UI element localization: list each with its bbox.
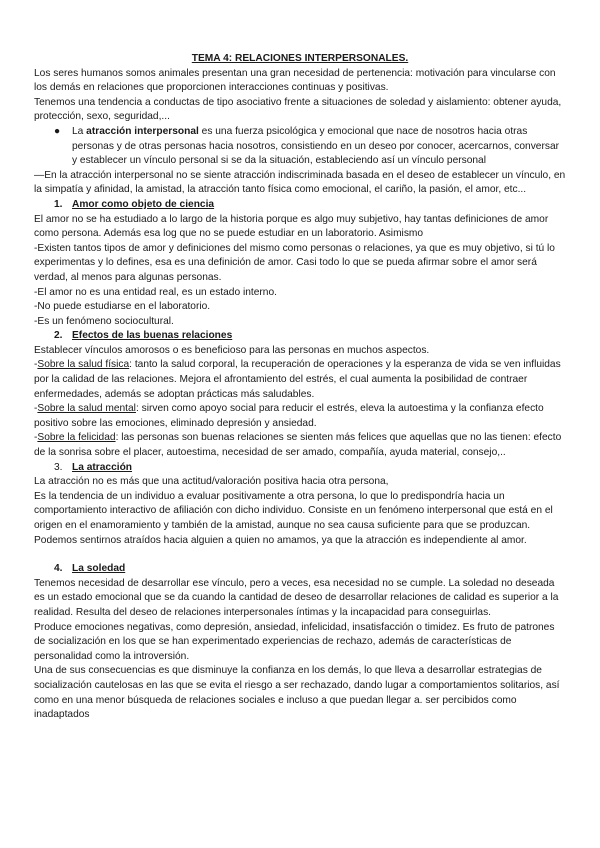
- section-heading-3: [34, 461, 566, 476]
- bullet-term: atracción interpersonal: [86, 125, 199, 137]
- section-number: 2.: [54, 330, 63, 342]
- effect-dash: -: [34, 432, 38, 444]
- effect-item: [34, 402, 566, 431]
- bullet-item: [34, 125, 566, 169]
- effect-label: Sobre la salud física: [37, 359, 130, 371]
- section-point: -El amor no es una entidad real, es un estado interno.: [34, 286, 277, 298]
- effect-label: Sobre la felicidad: [37, 432, 116, 444]
- intro-paragraph: Los seres humanos somos animales presentan una gran necesidad de pertenencia: motivación para vincularse con los demás en relaciones que proporcionen interacciones continuas y positivas.: [34, 67, 556, 94]
- section-heading-1: [34, 198, 566, 213]
- effect-dash: -: [34, 359, 38, 371]
- note-paragraph: —En la atracción interpersonal no se siente atracción indiscriminada basada en el deseo de establecer un vínculo, en la simpatía y afinidad, la amistad, la atracción tanto física como emocional, el cariño, la pasión, el amor, etc...: [34, 169, 566, 196]
- section-point: -Es un fenómeno sociocultural.: [34, 315, 174, 327]
- intro-paragraph: Tenemos una tendencia a conductas de tipo asociativo frente a situaciones de soledad y aislamiento: obtener ayuda, protección, sexo, seguridad,...: [34, 96, 562, 123]
- section-title: Efectos de las buenas relaciones: [72, 330, 233, 342]
- section-paragraph: Una de sus consecuencias es que disminuye la confianza en los demás, lo que lleva a desarrollar estrategias de socialización cautelosas en las que se evita el riesgo a ser rechazado, dando lugar a comportamientos solitarios, así como en una menor búsqueda de relaciones sociales e incluso a que puedan llegar a. ser percibidos como inadaptados: [34, 665, 560, 721]
- section-paragraph: Produce emociones negativas, como depresión, ansiedad, infelicidad, insatisfacción o timidez. Es fruto de patrones de socialización en los que se han experimentado experiencias de rechazo, además de características de personalidad como la introversión.: [34, 621, 555, 662]
- document-body: [34, 52, 566, 723]
- effect-dash: -: [34, 403, 38, 415]
- section-point: -No puede estudiarse en el laboratorio.: [34, 301, 211, 313]
- bullet-text: es una fuerza psicológica y emocional que nace de nosotros hacia otras personas y de otras personas hacia nosotros, consistiendo en un deseo por conocer, acercarnos, conversar y establecer un vínculo personal si se da la situación, estableciendo así un vínculo personal: [72, 125, 560, 167]
- section-heading-4: [34, 562, 566, 577]
- section-paragraph: Establecer vínculos amorosos o es beneficioso para las personas en muchos aspectos.: [34, 344, 430, 356]
- effect-text: : sirven como apoyo social para reducir el estrés, eleva la autoestima y la confianza efecto positivo sobre las emociones, eliminado depresión y ansiedad.: [34, 403, 544, 429]
- section-paragraph: La atracción no es más que una actitud/valoración positiva hacia otra persona,: [34, 476, 389, 488]
- effect-label: Sobre la salud mental: [37, 403, 136, 415]
- section-title: La atracción: [72, 461, 133, 473]
- section-number: 4.: [54, 563, 63, 575]
- section-paragraph: Es la tendencia de un individuo a evaluar positivamente a otra persona, lo que lo predispondría hacia un comportamiento interactivo de afiliación con dicho individuo. Consiste en un fenómeno interpersonal que está en el origen en el enamoramiento y también de la amistad, aunque no sea causa suficiente para que se produzcan. Podemos sentirnos atraídos hacia alguien a quien no amamos, ya que la atracción es independiente al amor.: [34, 490, 553, 546]
- bullet-pre: La: [72, 125, 87, 137]
- section-heading-2: [34, 329, 566, 344]
- section-number: 1.: [54, 198, 63, 210]
- spacer: [34, 548, 566, 562]
- effect-item: [34, 431, 566, 460]
- bullet-icon: ●: [54, 125, 61, 137]
- section-title: La soledad: [72, 563, 126, 575]
- section-paragraph: El amor no se ha estudiado a lo largo de la historia porque es algo muy subjetivo, hay tantas definiciones de amor como persona. Además esa log que no se puede estudiar en un laboratorio. Asimismo: [34, 213, 549, 240]
- effect-text: : las personas son buenas relaciones se sienten más felices que aquellas que no las tienen: efecto de la sonrisa sobre el placer, autoestima, necesidad de ser amado, compañía, ayuda material, consejo,..: [34, 432, 562, 459]
- effect-text: : tanto la salud corporal, la recuperación de operaciones y la esperanza de vida se ven influidas por la calidad de las relaciones. Mejora el afrontamiento del estrés, el cual aumenta la posibilidad de contraer enfermedades, además se adoptan prácticas más saludables.: [34, 359, 561, 400]
- section-number: 3.: [54, 461, 63, 473]
- effect-item: [34, 358, 566, 402]
- section-paragraph: Tenemos necesidad de desarrollar ese vínculo, pero a veces, esa necesidad no se cumple. La soledad no deseada es un estado emocional que se da cuando la cantidad de deseo de desarrollar relaciones de calidad es superior a la realidad. Resulta del deseo de relaciones interpersonales íntimas y la incapacidad para conseguirlas.: [34, 577, 559, 618]
- section-point: -Existen tantos tipos de amor y definiciones del mismo como personas o relaciones, ya que es muy objetivo, si tú lo experimentas y lo defines, esa es una definición de amor. Casi todo lo que se pueda afirmar sobre el amor será verdad, al menos para algunas personas.: [34, 242, 555, 283]
- section-title: Amor como objeto de ciencia: [72, 198, 215, 210]
- page-title: TEMA 4: RELACIONES INTERPERSONALES.: [191, 53, 409, 64]
